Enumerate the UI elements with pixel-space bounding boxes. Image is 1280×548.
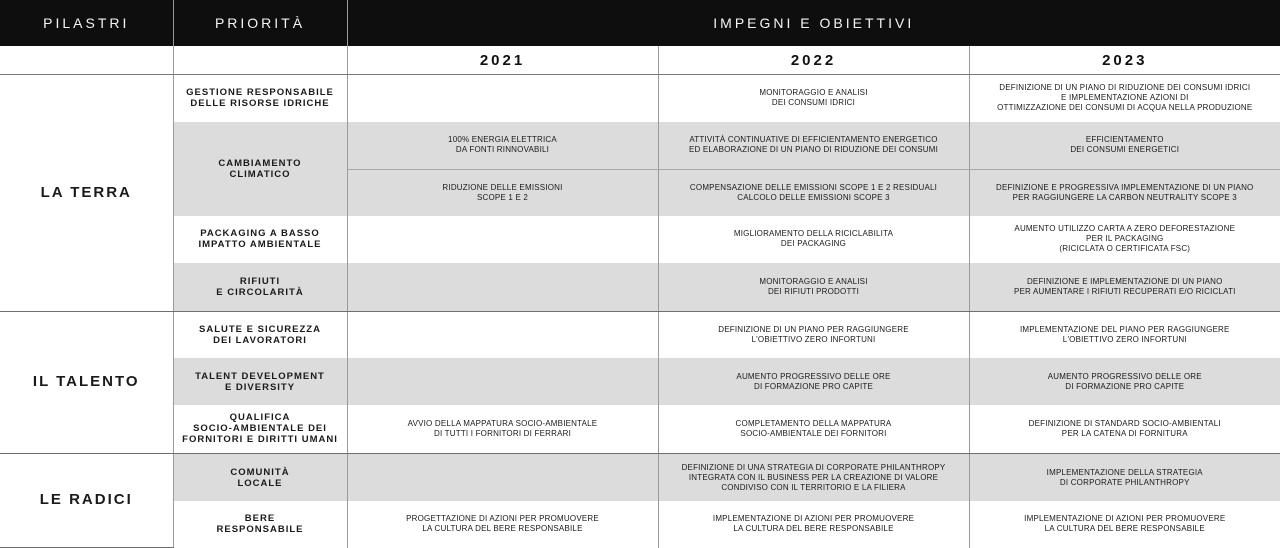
cell-packaging-2022: MIGLIORAMENTO DELLA RICICLABILITA DEI PACKAGING [658, 216, 969, 263]
priority-rifiuti: RIFIUTI E CIRCOLARITÀ [173, 263, 347, 311]
cell-comunita-2021 [347, 453, 658, 501]
cell-clima-b-2021: RIDUZIONE DELLE EMISSIONI SCOPE 1 E 2 [347, 170, 658, 216]
table-row [0, 75, 1280, 122]
table-row [0, 405, 1280, 453]
pillar-la-terra: LA TERRA [0, 75, 173, 311]
cell-sicurezza-2022: DEFINIZIONE DI UN PIANO PER RAGGIUNGERE L'OBIETTIVO ZERO INFORTUNI [658, 311, 969, 358]
cell-talent-2021 [347, 358, 658, 405]
header-priorita: PRIORITÀ [173, 0, 347, 46]
cell-comunita-2023: IMPLEMENTAZIONE DELLA STRATEGIA DI CORPORATE PHILANTHROPY [969, 453, 1280, 501]
cell-clima-a-2021: 100% ENERGIA ELETTRICA DA FONTI RINNOVABILI [347, 122, 658, 170]
cell-fornitori-2023: DEFINIZIONE DI STANDARD SOCIO-AMBIENTALI PER LA CATENA DI FORNITURA [969, 405, 1280, 453]
cell-bere-2022: IMPLEMENTAZIONE DI AZIONI PER PROMUOVERE LA CULTURA DEL BERE RESPONSABILE [658, 501, 969, 547]
cell-clima-b-2022: COMPENSAZIONE DELLE EMISSIONI SCOPE 1 E 2 RESIDUALI CALCOLO DELLE EMISSIONI SCOPE 3 [658, 170, 969, 216]
cell-fornitori-2022: COMPLETAMENTO DELLA MAPPATURA SOCIO-AMBIENTALE DEI FORNITORI [658, 405, 969, 453]
cell-packaging-2021 [347, 216, 658, 263]
table-row [0, 501, 1280, 547]
cell-risorse-2022: MONITORAGGIO E ANALISI DEI CONSUMI IDRICI [658, 75, 969, 122]
table-row [0, 216, 1280, 263]
priority-cambiamento-climatico: CAMBIAMENTO CLIMATICO [173, 122, 347, 216]
priority-packaging: PACKAGING A BASSO IMPATTO AMBIENTALE [173, 216, 347, 263]
cell-risorse-2021 [347, 75, 658, 122]
year-2023: 2023 [969, 46, 1280, 75]
table-row [0, 358, 1280, 405]
priority-sicurezza: SALUTE E SICUREZZA DEI LAVORATORI [173, 311, 347, 358]
cell-rifiuti-2023: DEFINIZIONE E IMPLEMENTAZIONE DI UN PIANO PER AUMENTARE I RIFIUTI RECUPERATI E/O RICICLATI [969, 263, 1280, 311]
years-blank-2 [173, 46, 347, 75]
priority-fornitori: QUALIFICA SOCIO-AMBIENTALE DEI FORNITORI E DIRITTI UMANI [173, 405, 347, 453]
cell-bere-2023: IMPLEMENTAZIONE DI AZIONI PER PROMUOVERE LA CULTURA DEL BERE RESPONSABILE [969, 501, 1280, 547]
cell-fornitori-2021: AVVIO DELLA MAPPATURA SOCIO-AMBIENTALE DI TUTTI I FORNITORI DI FERRARI [347, 405, 658, 453]
year-2021: 2021 [347, 46, 658, 75]
cell-risorse-2023: DEFINIZIONE DI UN PIANO DI RIDUZIONE DEI CONSUMI IDRICI E IMPLEMENTAZIONE AZIONI DI OTTIMIZZAZIONE DEI CONSUMI DI ACQUA NELLA PRODUZIONE [969, 75, 1280, 122]
cell-clima-a-2022: ATTIVITÀ CONTINUATIVE DI EFFICIENTAMENTO ENERGETICO ED ELABORAZIONE DI UN PIANO DI RIDUZIONE DEI CONSUMI [658, 122, 969, 170]
cell-packaging-2023: AUMENTO UTILIZZO CARTA A ZERO DEFORESTAZIONE PER IL PACKAGING (RICICLATA O CERTIFICATA FSC) [969, 216, 1280, 263]
cell-rifiuti-2022: MONITORAGGIO E ANALISI DEI RIFIUTI PRODOTTI [658, 263, 969, 311]
priority-comunita: COMUNITÀ LOCALE [173, 453, 347, 501]
table-row [0, 453, 1280, 501]
header-impegni: IMPEGNI E OBIETTIVI [347, 0, 1280, 46]
cell-comunita-2022: DEFINIZIONE DI UNA STRATEGIA DI CORPORATE PHILANTHROPY INTEGRATA CON IL BUSINESS PER LA CREAZIONE DI VALORE CONDIVISO CON IL TERRITORIO E LA FILIERA [658, 453, 969, 501]
cell-sicurezza-2021 [347, 311, 658, 358]
pillar-le-radici: LE RADICI [0, 453, 173, 547]
table-row [0, 263, 1280, 311]
priority-talent: TALENT DEVELOPMENT E DIVERSITY [173, 358, 347, 405]
years-blank-1 [0, 46, 173, 75]
priority-risorse-idriche: GESTIONE RESPONSABILE DELLE RISORSE IDRICHE [173, 75, 347, 122]
cell-talent-2023: AUMENTO PROGRESSIVO DELLE ORE DI FORMAZIONE PRO CAPITE [969, 358, 1280, 405]
year-2022: 2022 [658, 46, 969, 75]
cell-talent-2022: AUMENTO PROGRESSIVO DELLE ORE DI FORMAZIONE PRO CAPITE [658, 358, 969, 405]
years-row [0, 46, 1280, 75]
cell-clima-a-2023: EFFICIENTAMENTO DEI CONSUMI ENERGETICI [969, 122, 1280, 170]
priority-bere: BERE RESPONSABILE [173, 501, 347, 547]
cell-sicurezza-2023: IMPLEMENTAZIONE DEL PIANO PER RAGGIUNGERE L'OBIETTIVO ZERO INFORTUNI [969, 311, 1280, 358]
table-row [0, 122, 1280, 170]
cell-rifiuti-2021 [347, 263, 658, 311]
cell-bere-2021: PROGETTAZIONE DI AZIONI PER PROMUOVERE LA CULTURA DEL BERE RESPONSABILE [347, 501, 658, 547]
cell-clima-b-2023: DEFINIZIONE E PROGRESSIVA IMPLEMENTAZIONE DI UN PIANO PER RAGGIUNGERE LA CARBON NEUTRALITY SCOPE 3 [969, 170, 1280, 216]
pillar-il-talento: IL TALENTO [0, 311, 173, 453]
header-pilastri: PILASTRI [0, 0, 173, 46]
table-row [0, 311, 1280, 358]
header-row [0, 0, 1280, 46]
